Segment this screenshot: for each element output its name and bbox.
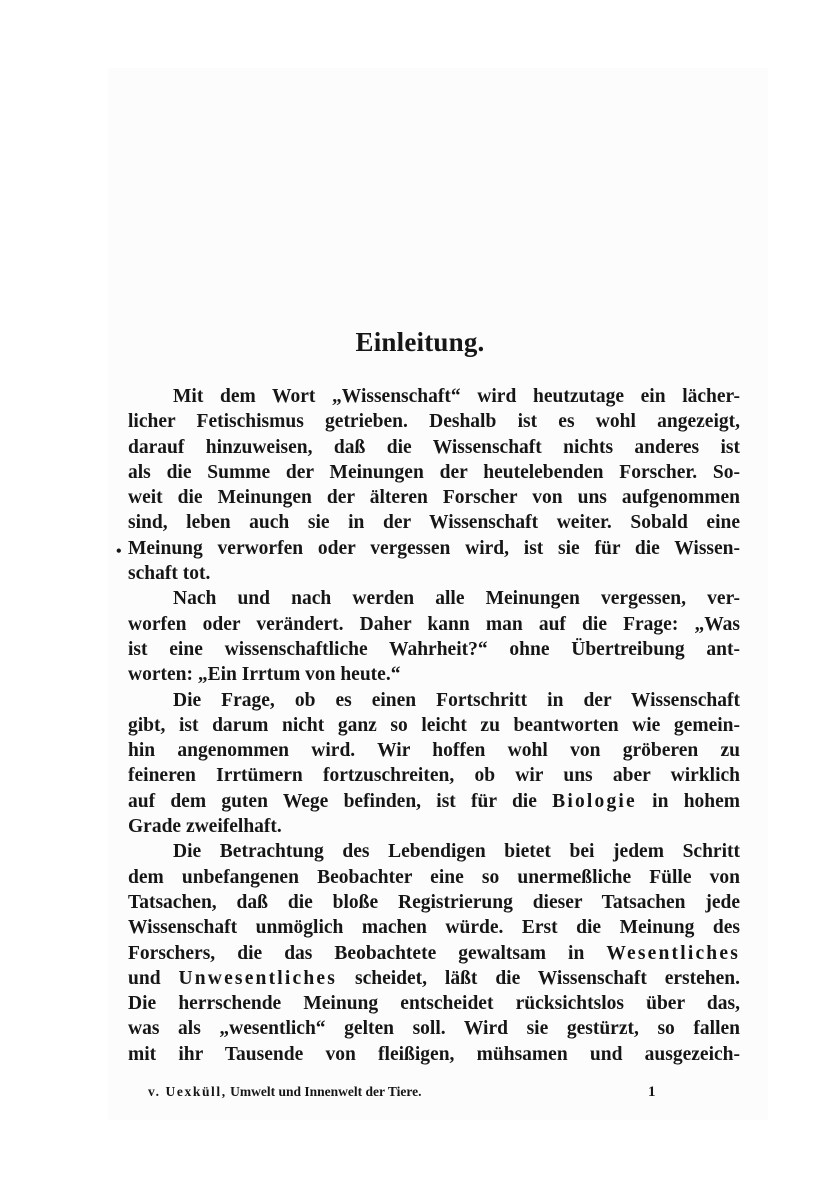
text-line: mit ihr Tausende von fleißigen, mühsamen und ausgezeich- [128,1043,740,1065]
emphasis-biologie: Biologie [552,790,637,812]
text-line-with-emphasis [128,966,740,991]
text-segment: in hohem [652,790,741,812]
text-line: was als „wesentlich“ gelten soll. Wird sie gestürzt, so fallen [128,1018,740,1040]
text-line: dem unbefangenen Beobachter eine so unermeßliche Fülle von [128,866,740,888]
emphasis-wesentliches: Wesentliches [606,942,740,964]
text-line: worfen oder verändert. Daher kann man auf die Frage: „Was [128,613,740,635]
text-segment: und [128,967,161,989]
text-line: schaft tot. [128,563,211,585]
text-line: sind, leben auch sie in der Wissenschaft weiter. Sobald eine [128,512,740,534]
text-line: Mit dem Wort „Wissenschaft“ wird heutzutage ein lächer- [173,386,740,407]
text-line: Grade zweifelhaft. [128,816,282,838]
margin-mark: • [116,543,122,560]
text-line: Wissenschaft unmöglich machen würde. Erst die Meinung des [128,917,740,939]
text-line: Die herrschende Meinung entscheidet rücksichtslos über das, [128,993,740,1015]
text-line: worten: „Ein Irrtum von heute.“ [128,664,401,686]
text-line: hin angenommen wird. Wir hoffen wohl von gröberen zu [128,740,740,762]
text-line: Die Betrachtung des Lebendigen bietet bei jedem Schritt [173,841,740,863]
text-line: gibt, ist darum nicht ganz so leicht zu beantworten wie gemein- [128,714,740,736]
text-line: Meinung verworfen oder vergessen wird, ist sie für die Wissen- [128,537,740,559]
text-line: darauf hinzuweisen, daß die Wissenschaft nichts anderes ist [128,436,740,458]
footer-book-title: Umwelt und Innenwelt der Tiere. [230,1084,422,1099]
text-line-with-emphasis [128,941,740,966]
text-line-with-emphasis [128,789,740,814]
page-number: 1 [648,1084,656,1100]
body-text [128,384,740,1067]
text-line: ist eine wissenschaftliche Wahrheit?“ ohne Übertreibung ant- [128,638,740,660]
text-line: Nach und nach werden alle Meinungen vergessen, ver- [173,588,740,610]
text-line: feineren Irrtümern fortzuschreiten, ob wir uns aber wirklich [128,765,740,787]
emphasis-unwesentliches: Unwesentliches [178,967,338,989]
text-segment: auf dem guten Wege befinden, ist für die [128,790,537,812]
text-line: licher Fetischismus getrieben. Deshalb ist es wohl angezeigt, [128,411,740,433]
chapter-heading: Einleitung. [355,327,485,357]
text-segment: Forschers, die das Beobachtete gewaltsam in [128,942,585,964]
text-line: als die Summe der Meinungen der heutelebenden Forscher. So- [128,461,740,483]
text-line: Tatsachen, daß die bloße Registrierung dieser Tatsachen jede [128,891,740,913]
text-line: weit die Meinungen der älteren Forscher von uns aufgenommen [128,487,740,509]
text-segment: scheidet, läßt die Wissenschaft erstehen. [355,967,741,989]
footer-author: v. Uexküll, [148,1084,227,1099]
footer-signature [148,1082,422,1102]
text-line: Die Frage, ob es einen Fortschritt in der Wissenschaft [173,689,740,711]
